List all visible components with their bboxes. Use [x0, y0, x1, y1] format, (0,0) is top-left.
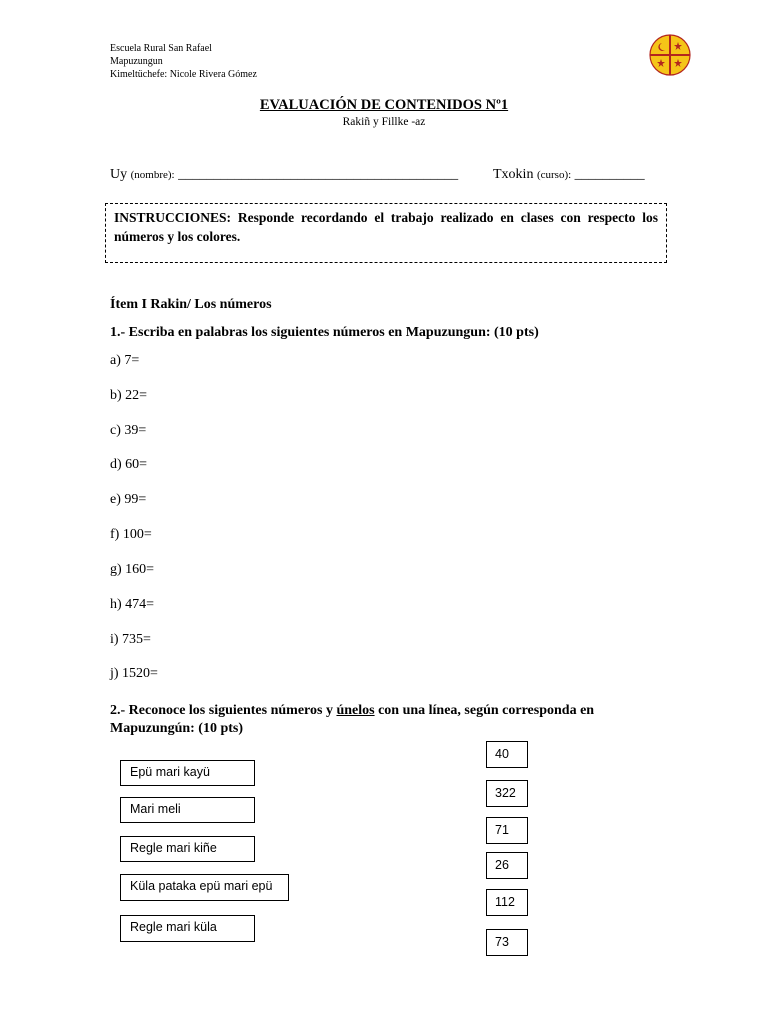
name-label: Uy	[110, 167, 128, 182]
item1-title: Ítem I Rakin/ Los números	[110, 297, 272, 312]
school-name: Escuela Rural San Rafael	[110, 43, 212, 54]
answer-item: g) 160=	[110, 562, 155, 577]
teacher-name: Kimeltüchefe: Nicole Rivera Gómez	[110, 69, 257, 80]
course-label: Txokin	[493, 167, 534, 182]
number-box[interactable]: 73	[486, 929, 528, 956]
answer-item: i) 735=	[110, 632, 151, 647]
page-title: EVALUACIÓN DE CONTENIDOS Nº1	[259, 97, 509, 113]
underlined-word: únelos	[336, 703, 375, 718]
course-field	[493, 167, 645, 183]
answer-item: a) 7=	[110, 353, 140, 368]
course-hint: (curso):	[536, 169, 572, 181]
answer-item: b) 22=	[110, 388, 148, 403]
name-line[interactable]: ________________________________________	[178, 167, 459, 182]
word-box[interactable]: Regle mari kiñe	[120, 836, 255, 862]
number-box[interactable]: 71	[486, 817, 528, 844]
school-header	[110, 42, 257, 81]
answer-item: c) 39=	[110, 423, 147, 438]
number-box[interactable]: 322	[486, 780, 528, 807]
question-1: 1.- Escriba en palabras los siguientes números en Mapuzungun: (10 pts)	[110, 325, 539, 340]
word-box[interactable]: Regle mari küla	[120, 915, 255, 942]
question-2: 2.- Reconoce los siguientes números y únelos con una línea, según corresponda en Mapuzungún: (10 pts)	[110, 703, 595, 736]
page-subtitle: Rakiñ y Fillke -az	[342, 116, 426, 128]
answer-item: e) 99=	[110, 492, 147, 507]
answer-item: f) 100=	[110, 527, 152, 542]
course-line[interactable]: __________	[574, 167, 645, 182]
number-box[interactable]: 40	[486, 741, 528, 768]
word-box[interactable]: Epü mari kayü	[120, 760, 255, 786]
answer-item: d) 60=	[110, 457, 148, 472]
word-box[interactable]: Mari meli	[120, 797, 255, 823]
subject-name: Mapuzungun	[110, 56, 163, 67]
mapuche-emblem-icon	[649, 34, 691, 76]
number-box[interactable]: 26	[486, 852, 528, 879]
answer-item: j) 1520=	[110, 666, 158, 681]
name-field	[110, 167, 458, 183]
answer-item: h) 474=	[110, 597, 155, 612]
number-box[interactable]: 112	[486, 889, 528, 916]
name-hint: (nombre):	[130, 169, 175, 181]
instructions-box: INSTRUCCIONES: Responde recordando el trabajo realizado en clases con respecto los números y los colores.	[105, 203, 667, 263]
word-box[interactable]: Küla pataka epü mari epü	[120, 874, 289, 901]
